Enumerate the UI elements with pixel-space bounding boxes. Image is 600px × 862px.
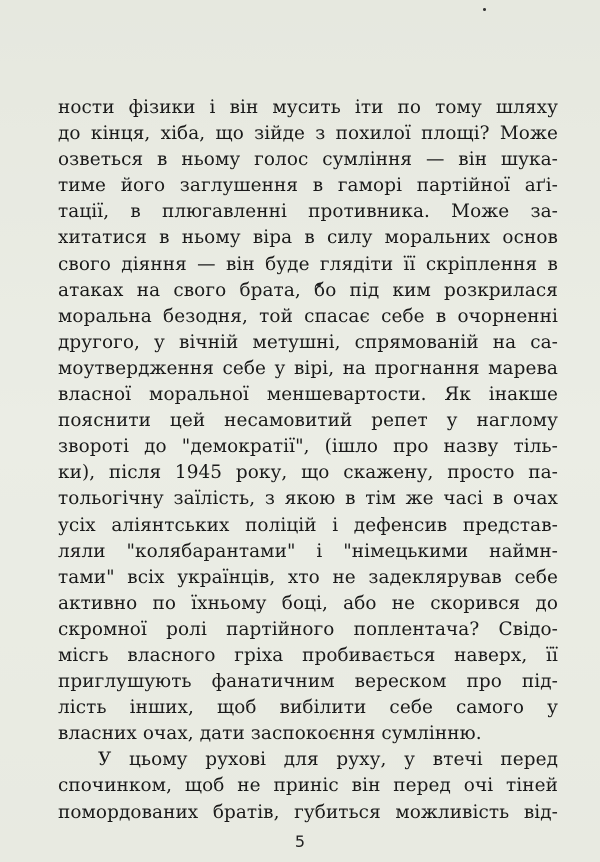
text-line: приглушують фанатичним вереском про під-: [58, 671, 558, 693]
text-line: моральна безодня, той спасає себе в очорненні: [58, 305, 558, 327]
text-line: скромної ролі партійного поплентача? Свідо-: [58, 618, 558, 640]
body-text: [58, 95, 558, 826]
text-line: хитатися в ньому віра в силу моральних основ: [58, 227, 558, 249]
text-line: лість інших, щоб вибілити себе самого у: [58, 697, 558, 719]
text-line: ности фізики і він мусить іти по тому шляху: [58, 97, 558, 118]
text-line: моутвердження себе у вірі, на прогнання марева: [58, 357, 558, 379]
text-line: ки), після 1945 року, що скажену, просто па-: [58, 462, 558, 484]
text-line: свого діяння — він буде глядіти її скріплення в: [58, 253, 558, 275]
text-line: тами" всіх українців, хто не задеклярував себе: [58, 566, 558, 588]
text-line: тольогічну заїлість, з якою в тім же часі в очах: [58, 488, 558, 510]
text-line: спочинком, щоб не приніс він перед очі тіней: [58, 775, 558, 797]
text-line: активно по їхньому боці, або не скорився до: [58, 592, 558, 614]
text-line: тації, в плюгавленні противника. Може за-: [58, 201, 558, 223]
paragraph-start-line: У цьому рухові для руху, у втечі перед: [98, 749, 558, 771]
text-line: ляли "колябарантами" і "німецькими наймн-: [58, 540, 558, 562]
text-line: власної моральної меншевартости. Як інакше: [58, 384, 558, 406]
text-line: пояснити цей несамовитий репет у наглому: [58, 410, 558, 432]
text-line: помордованих братів, губиться можливість від-: [58, 801, 558, 823]
text-line: звороті до "демократії", (ішло про назву тіль-: [58, 436, 558, 458]
text-line: тиме його заглушення в гаморі партійної аґі-: [58, 175, 558, 197]
text-line: озветься в ньому голос сумління — він шука-: [58, 149, 558, 171]
text-line: другого, у вічній метушні, спрямованій на са-: [58, 331, 558, 353]
ink-speck: [483, 8, 486, 11]
page-number: 5: [294, 832, 306, 851]
text-line: місгь власного гріха пробивається наверх, її: [58, 644, 558, 666]
text-line: атаках на свого брата, бо під ким розкрилася: [58, 279, 558, 301]
text-line: власних очах, дати заспокоєння сумлінню.: [58, 723, 482, 745]
text-line: усіх аліянтських поліцій і дефенсив представ-: [58, 514, 558, 536]
text-line: до кінця, хіба, що зійде з похилої площі? Може: [58, 123, 558, 145]
